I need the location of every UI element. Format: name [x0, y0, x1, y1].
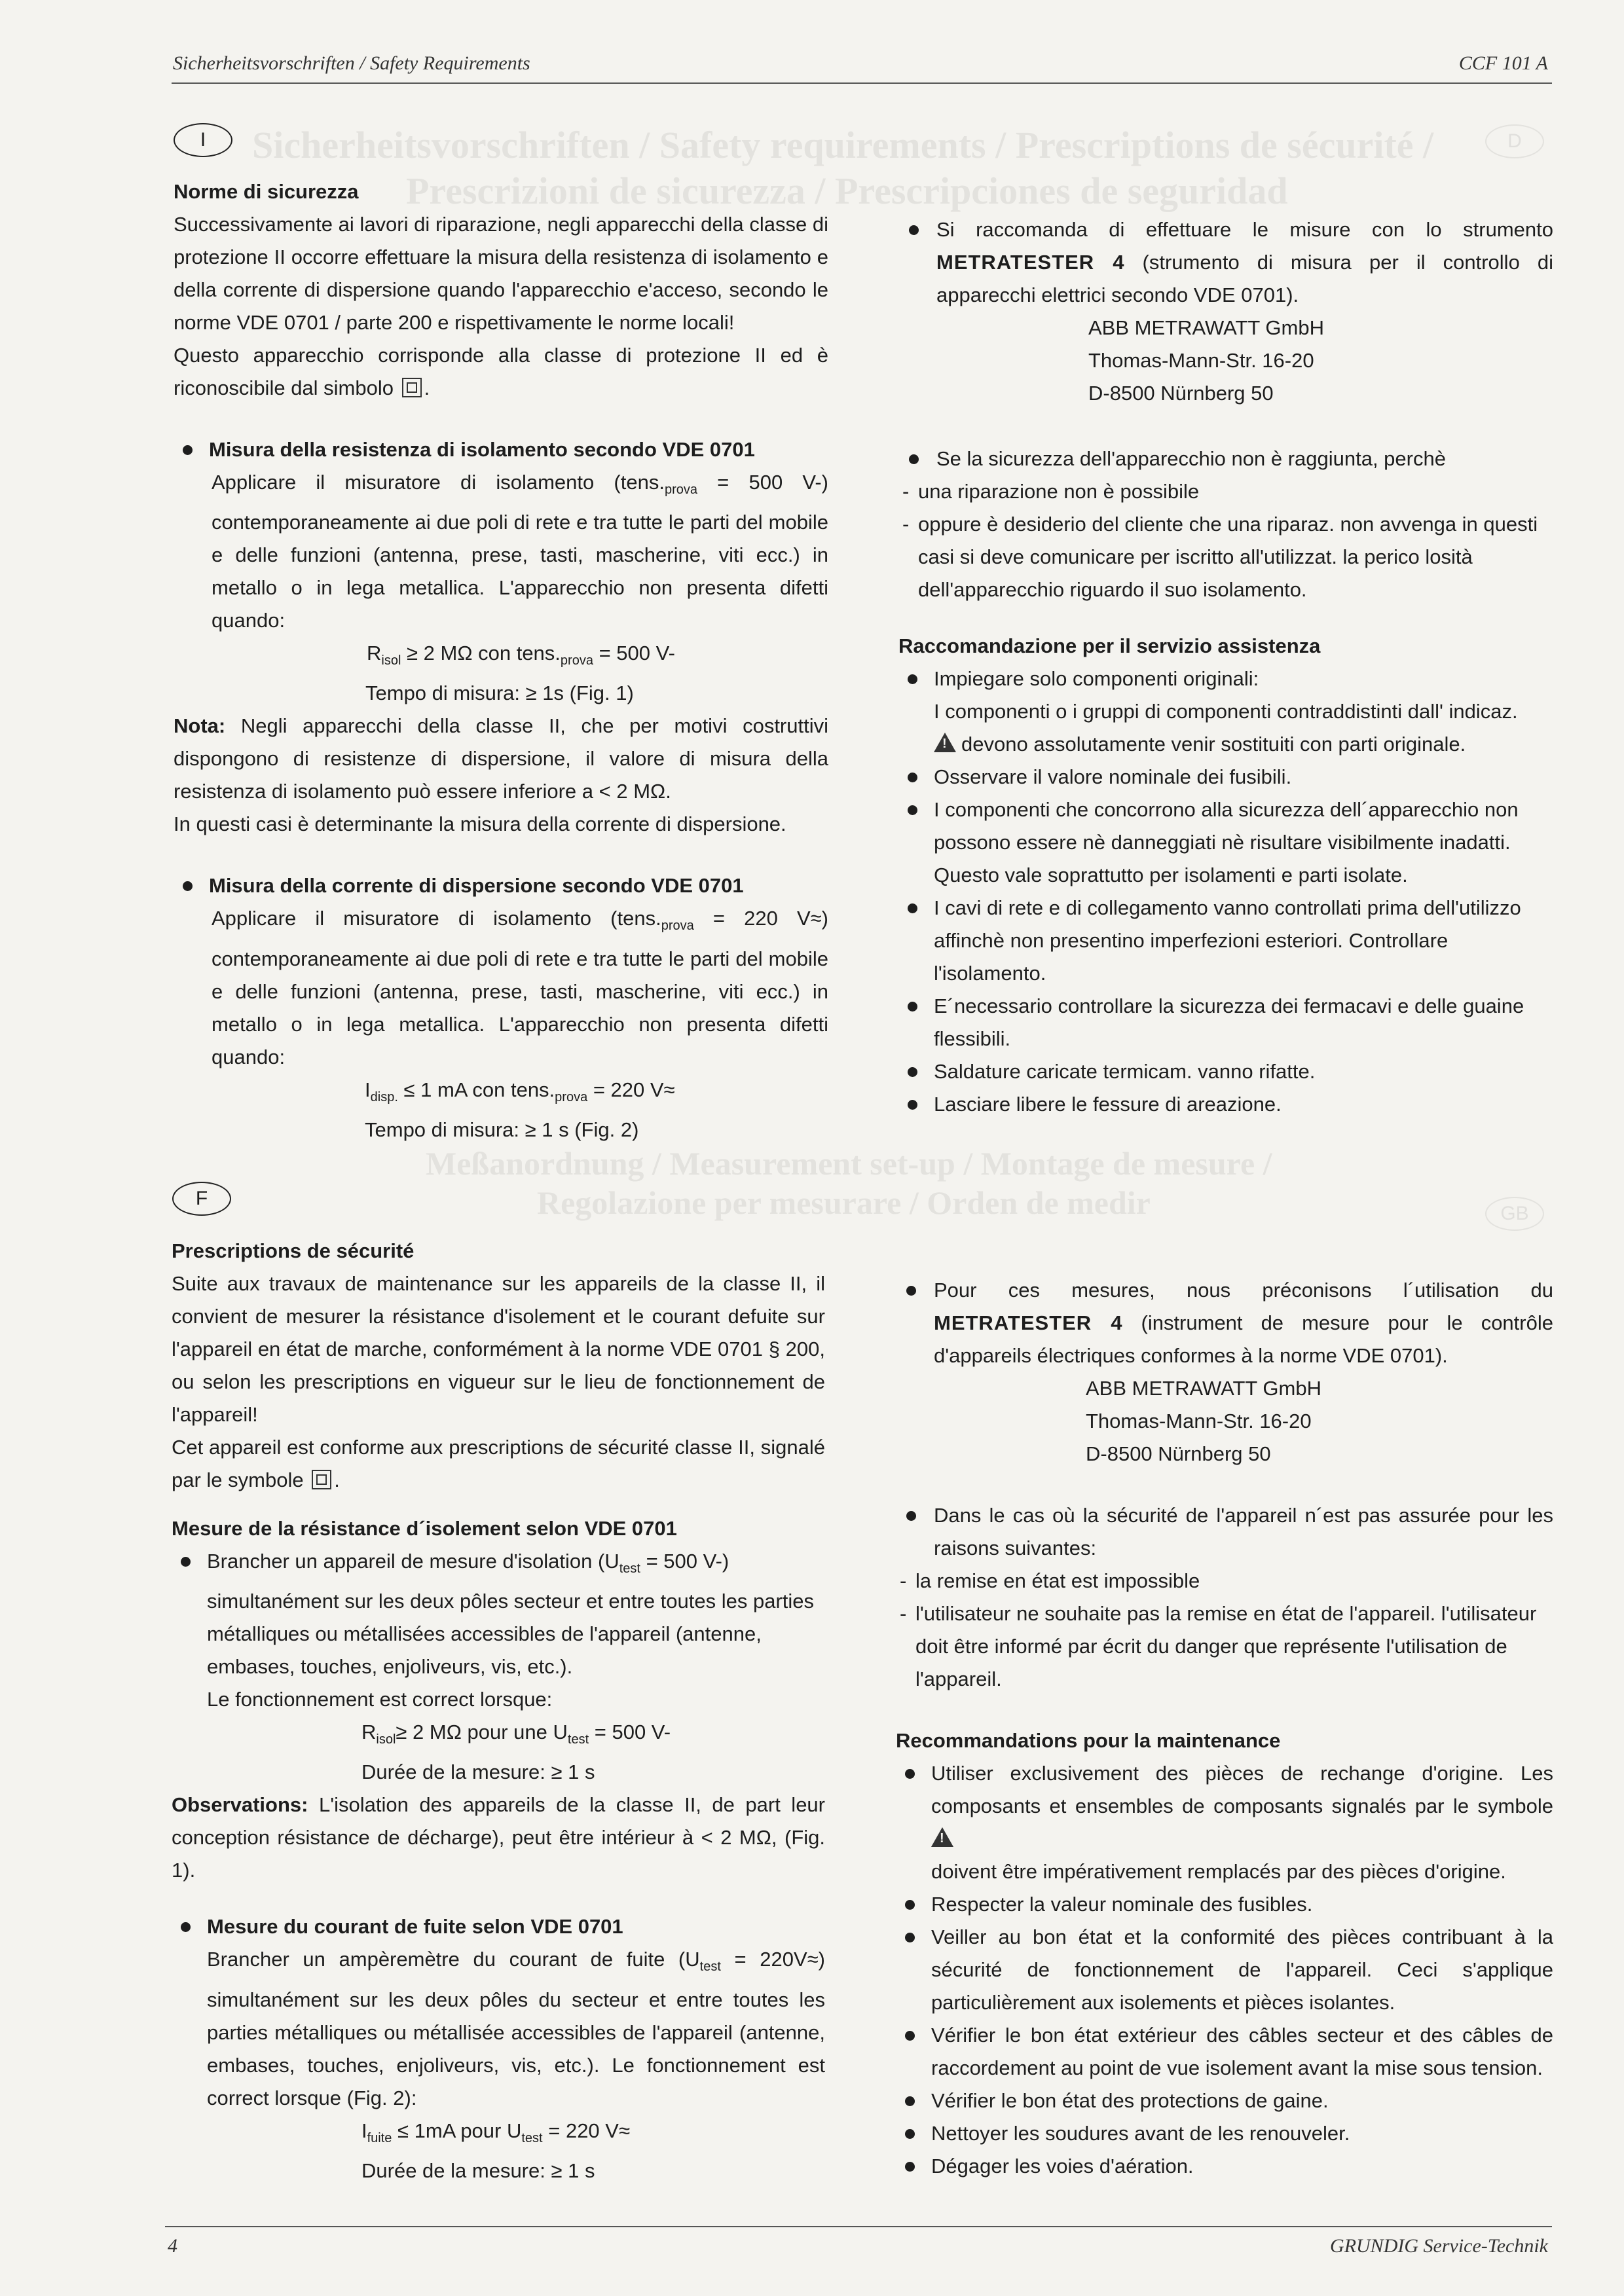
italian-insulation-formula: $R_{isol} \ge 2$ MΩ con $tens._{prova} = 500$ V-: [367, 642, 675, 668]
header-model: CCF 101 A: [1458, 52, 1548, 74]
bleed-through-line-3: Meßanordnung / Measurement set-up / Montage de mesure /: [426, 1145, 1272, 1182]
italian-service-item-2: Osservare il valore nominale dei fusibili.: [898, 761, 1553, 793]
french-maintenance-heading: Recommandations pour la maintenance: [896, 1729, 1281, 1752]
french-insulation-heading: Mesure de la résistance d´isolement selon VDE 0701: [172, 1517, 677, 1540]
french-maintenance-item-6: Nettoyer les soudures avant de les renouveler.: [896, 2117, 1553, 2150]
french-address-2: Thomas-Mann-Str. 16-20: [1086, 1410, 1312, 1432]
italian-service-item-1-line-3: !devono assolutamente venir sostituiti con parti originale.: [898, 728, 1553, 761]
french-maintenance-item-1: Utiliser exclusivement des pièces de rechange d'origine. Les composants et ensembles de composants signalés par le symbole ! doivent être impérativement remplacés par des pièces d'origine.: [896, 1757, 1553, 1888]
italian-address-2: Thomas-Mann-Str. 16-20: [1088, 349, 1314, 372]
italian-intro-1: Successivamente ai lavori di riparazione, negli apparecchi della classe di protezione II occorre effettuare la misura della resistenza di isolamento e della corrente di dispersione quando l'apparecchio e'acceso, secondo le norme VDE 0701 / parte 200 e rispettivamente le norme locali!: [174, 213, 828, 334]
warning-triangle-icon: [931, 1827, 953, 1847]
italian-insulation-time: Tempo di misura: ≥ 1s (Fig. 1): [365, 682, 634, 705]
italian-address-1: ABB METRAWATT GmbH: [1088, 316, 1324, 339]
italian-recommend: Si raccomanda di effettuare le misure con lo strumento METRATESTER 4 (strumento di misura per il controllo di apparecchi elettrici secondo VDE 0701).: [898, 213, 1553, 312]
french-recommend: Pour ces mesures, nous préconisons l´utilisation du METRATESTER 4 (instrument de mesure pour le contrôle d'appareils électriques conformes à la norme VDE 0701).: [896, 1274, 1553, 1372]
italian-safety-not-reached: Se la sicurezza dell'apparecchio non è raggiunta, perchè: [898, 443, 1553, 475]
footer-publisher: GRUNDIG Service-Technik: [1330, 2235, 1548, 2257]
header-title: Sicherheitsvorschriften / Safety Requirements: [173, 52, 530, 74]
italian-service-item-7: Lasciare libere le fessure di areazione.: [898, 1088, 1553, 1121]
class-ii-symbol-icon: [402, 378, 422, 397]
italian-insulation-text: Applicare il misuratore di isolamento ($tens._{prova} = 500$ V-) contemporaneamente ai due poli di rete e tra tutte le parti del mobile e delle funzioni (antenna, prese, tasti, mascherine, viti ecc.) in metallo o in lega metallica. L'apparecchio non presenta difetti quando:: [212, 471, 828, 632]
french-maintenance-item-4: Vérifier le bon état extérieur des câbles secteur et des câbles de raccordement au point de vue isolement avant la mise sous tension.: [896, 2019, 1553, 2085]
italian-note: Nota: Negli apparecchi della classe II, che per motivi costruttivi dispongono di resistenze di dispersione, il valore di misura della resistenza di isolamento può essere inferiore a < 2 MΩ.: [174, 714, 828, 803]
french-intro-2: Cet appareil est conforme aux prescriptions de sécurité classe II, signalé par le symbole .: [172, 1436, 825, 1491]
french-reason-1: - la remise en état est impossible: [896, 1565, 1553, 1597]
language-badge-french: F: [172, 1182, 231, 1216]
italian-service-heading: Raccomandazione per il servizio assistenza: [898, 634, 1321, 657]
italian-leakage-formula: $I_{disp.} \le 1$ mA con $tens._{prova} = 220$ V≈: [365, 1078, 675, 1104]
french-reason-2: - l'utilisateur ne souhaite pas la remise en état de l'appareil. l'utilisateur doit être informé par écrit du danger que représente l'utilisation de l'appareil.: [896, 1597, 1553, 1696]
language-badge-italian: I: [174, 123, 232, 157]
bleed-through-badge-gb: GB: [1485, 1197, 1544, 1231]
french-insulation-condition: Le fonctionnement est correct lorsque:: [207, 1688, 553, 1711]
french-leakage-formula: $I_{fuite} \le 1mA$ pour $U_{test} = 220$ V≈: [361, 2119, 630, 2145]
bleed-through-line-4: Regolazione per mesurare / Orden de medir: [537, 1184, 1151, 1221]
french-leakage-text: Brancher un ampèremètre du courant de fuite $(U_{test} = 220V\approx)$ simultanément sur les deux pôles du secteur et entre toutes les parties métalliques ou métallisée accessibles de l'appareil (antenne, embases, touches, enjoliveurs, vis, etc.). Le fonctionnement est correct lorsque (Fig. 2):: [207, 1948, 825, 2109]
bleed-through-line-2: Prescrizioni de sicurezza / Prescripciones de seguridad: [406, 170, 1288, 212]
italian-insulation-heading: Misura della resistenza di isolamento secondo VDE 0701: [174, 433, 828, 466]
class-ii-symbol-icon: [312, 1470, 331, 1489]
italian-leakage-text: Applicare il misuratore di isolamento ($tens._{prova} = 220$ V≈) contemporaneamente ai due poli di rete e tra tutte le parti del mobile e delle funzioni (antenna, prese, tasti, mascherine, viti ecc.) in metallo o in lega metallica. L'apparecchio non presenta difetti quando:: [212, 907, 828, 1068]
warning-triangle-icon: [934, 733, 956, 752]
italian-service-item-6: Saldature caricate termicam. vanno rifatte.: [898, 1055, 1553, 1088]
french-address-3: D-8500 Nürnberg 50: [1086, 1442, 1271, 1465]
italian-leakage-time: Tempo di misura: ≥ 1 s (Fig. 2): [365, 1118, 639, 1141]
french-maintenance-item-2: Respecter la valeur nominale des fusibles.: [896, 1888, 1553, 1921]
french-observations: Observations: L'isolation des appareils de la classe II, de part leur conception résistance de décharge), peut être intérieur à < 2 MΩ, (Fig. 1).: [172, 1793, 825, 1882]
italian-left-column: [174, 175, 828, 1146]
italian-leakage-heading: Misura della corrente di dispersione secondo VDE 0701: [174, 869, 828, 902]
french-safety-not-ensured: Dans le cas où la sécurité de l'appareil n´est pas assurée pour les raisons suivantes:: [896, 1499, 1553, 1565]
italian-service-item-4: I cavi di rete e di collegamento vanno controllati prima dell'utilizzo affinchè non presentino imperfezioni esteriori. Controllare l'isolamento.: [898, 892, 1553, 990]
french-right-column: [896, 1274, 1553, 2183]
italian-address-3: D-8500 Nürnberg 50: [1088, 382, 1274, 405]
italian-reason-2: - oppure è desiderio del cliente che una riparaz. non avvenga in questi casi si deve comunicare per iscritto all'utilizzat. la perico losità dell'apparecchio riguardo il suo isolamento.: [898, 508, 1553, 606]
french-insulation-formula: $R_{isol}\ge 2$ MΩ pour une $U_{test} = 500$ V-: [361, 1721, 671, 1747]
italian-service-item-1-line-2: I componenti o i gruppi di componenti contraddistinti dall' indicaz.: [934, 700, 1518, 723]
page-footer: [165, 2226, 1552, 2267]
page-number: 4: [168, 2235, 177, 2257]
italian-service-item-5: E´necessario controllare la sicurezza dei fermacavi e delle guaine flessibili.: [898, 990, 1553, 1055]
italian-service-item-1: Impiegare solo componenti originali:: [898, 663, 1553, 695]
italian-title: Norme di sicurezza: [174, 180, 359, 203]
french-title: Prescriptions de sécurité: [172, 1239, 415, 1262]
bleed-through-line-1: Sicherheitsvorschriften / Safety requirements / Prescriptions de sécurité /: [252, 124, 1434, 166]
french-leakage-heading: Mesure du courant de fuite selon VDE 0701: [172, 1910, 825, 1943]
french-maintenance-item-5: Vérifier le bon état des protections de gaine.: [896, 2085, 1553, 2117]
italian-intro-2: Questo apparecchio corrisponde alla classe di protezione II ed è riconoscibile dal simbolo .: [174, 344, 828, 399]
french-intro-1: Suite aux travaux de maintenance sur les appareils de la classe II, il convient de mesurer la résistance d'isolement et le courant defuite sur l'appareil en état de marche, conformément à la norme VDE 0701 § 200, ou selon les prescriptions en vigueur sur le lieu de fonctionnement de l'appareil!: [172, 1272, 825, 1426]
italian-reason-1: - una riparazione non è possibile: [898, 475, 1553, 508]
italian-right-column: [898, 213, 1553, 1121]
italian-note-2: In questi casi è determinante la misura della corrente di dispersione.: [174, 812, 786, 836]
french-maintenance-item-3: Veiller au bon état et la conformité des pièces contribuant à la sécurité de fonctionnement de l'appareil. Ceci s'applique particulièrement aux isolements et pièces isolantes.: [896, 1921, 1553, 2019]
french-insulation-text: Brancher un appareil de mesure d'isolation ($U_{test} = 500$ V-) simultanément sur les deux pôles secteur et entre toutes les parties métalliques ou métallisées accessibles de l'appareil (antenne, embases, touches, enjoliveurs, vis, etc.).: [172, 1545, 825, 1683]
italian-service-item-3: I componenti che concorrono alla sicurezza dell´apparecchio non possono essere nè danneggiati nè risultare visibilmente inadatti. Questo vale soprattutto per isolamenti e parti isolate.: [898, 793, 1553, 892]
bleed-through-badge-d: D: [1485, 124, 1544, 158]
french-left-column: [172, 1235, 825, 2187]
french-address-1: ABB METRAWATT GmbH: [1086, 1377, 1321, 1400]
french-maintenance-item-7: Dégager les voies d'aération.: [896, 2150, 1553, 2183]
page-header: [172, 48, 1552, 84]
french-insulation-time: Durée de la mesure: ≥ 1 s: [361, 1760, 595, 1784]
french-leakage-time: Durée de la mesure: ≥ 1 s: [361, 2159, 595, 2182]
